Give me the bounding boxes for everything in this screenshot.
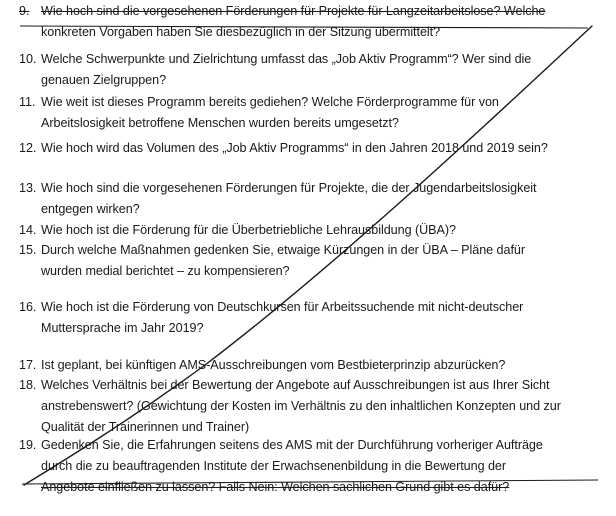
question-number: 19. — [19, 438, 37, 452]
question-number: 10. — [19, 52, 37, 66]
question-line: Welches Verhältnis bei der Bewertung der Angebote auf Ausschreibungen ist aus Ihrer Sicht — [41, 378, 550, 392]
question-text — [41, 49, 606, 91]
question-line: konkreten Vorgaben haben Sie diesbezüglich in der Sitzung übermittelt? — [41, 25, 441, 39]
question-line: Durch welche Maßnahmen gedenken Sie, etwaige Kürzungen in der ÜBA – Pläne dafür — [41, 243, 526, 257]
question-line: genauen Zielgruppen? — [41, 73, 167, 87]
question-text — [41, 240, 606, 282]
question-line: durch die zu beauftragenden Institute der Erwachsenenbildung in die Bewertung der — [41, 459, 507, 473]
question-text — [41, 178, 606, 220]
question-number: 16. — [19, 300, 37, 314]
question-line: entgegen wirken? — [41, 202, 140, 216]
question-line: Wie hoch ist die Förderung von Deutschkursen für Arbeitssuchende mit nicht-deutscher — [41, 300, 524, 314]
question-line: Wie hoch sind die vorgesehenen Förderungen für Projekte für Langzeitarbeitslose? Welche — [41, 4, 546, 18]
question-line: wurden medial berichtet – zu kompensieren? — [41, 264, 290, 278]
question-number: 17. — [19, 358, 37, 372]
question-number: 18. — [19, 378, 37, 392]
question-number: 15. — [19, 243, 37, 257]
question-text — [41, 220, 606, 241]
question-line: Welche Schwerpunkte und Zielrichtung umfasst das „Job Aktiv Programm“? Wer sind die — [41, 52, 532, 66]
question-number: 14. — [19, 223, 37, 237]
question-line: Wie weit ist dieses Programm bereits gediehen? Welche Förderprogramme für von — [41, 95, 499, 109]
question-text — [41, 1, 606, 43]
question-text — [41, 355, 606, 376]
question-text — [41, 92, 606, 134]
question-number: 12. — [19, 141, 37, 155]
question-text — [41, 297, 606, 339]
question-number: 13. — [19, 181, 37, 195]
question-line: Angebote einfließen zu lassen? Falls Nein: Welchen sachlichen Grund gibt es dafür? — [41, 480, 510, 494]
question-line: Muttersprache im Jahr 2019? — [41, 321, 204, 335]
question-line: Ist geplant, bei künftigen AMS-Ausschreibungen vom Bestbieterprinzip abzurücken? — [41, 358, 506, 372]
question-line: Wie hoch ist die Förderung für die Überbetriebliche Lehrausbildung (ÜBA)? — [41, 223, 456, 237]
question-line: Arbeitslosigkeit betroffene Menschen wurden bereits umgesetzt? — [41, 116, 399, 130]
question-text — [41, 138, 606, 159]
question-line: Qualität der Trainerinnen und Trainer) — [41, 420, 250, 434]
question-line: Wie hoch wird das Volumen des „Job Aktiv Programms“ in den Jahren 2018 und 2019 sein? — [41, 141, 548, 155]
question-number: 9. — [19, 4, 30, 18]
question-text — [41, 375, 606, 438]
question-text — [41, 435, 606, 498]
question-line: anstrebenswert? (Gewichtung der Kosten im Verhältnis zu den inhaltlichen Konzepten und zur — [41, 399, 561, 413]
question-line: Gedenken Sie, die Erfahrungen seitens des AMS mit der Durchführung vorheriger Aufträge — [41, 438, 543, 452]
question-line: Wie hoch sind die vorgesehenen Förderungen für Projekte, die der Jugendarbeitslosigkeit — [41, 181, 537, 195]
question-number: 11. — [19, 95, 36, 109]
